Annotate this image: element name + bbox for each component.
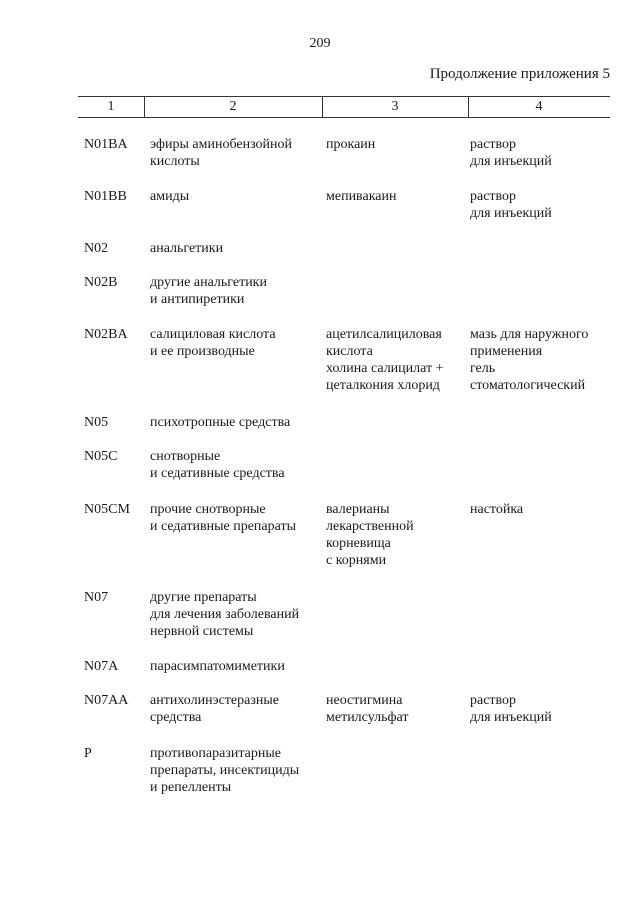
drug-name-line: корневища [326, 536, 391, 551]
atc-code: N05 [84, 415, 109, 430]
dosage-form [470, 326, 630, 394]
anatomical-group [150, 745, 322, 796]
anatomical-group-line: салициловая кислота [150, 327, 276, 342]
atc-code: N01BA [84, 137, 128, 152]
header-col-1: 1 [107, 99, 115, 114]
anatomical-group [150, 188, 322, 205]
anatomical-group-line: нервной системы [150, 624, 254, 639]
drug-name-line: с корнями [326, 553, 387, 568]
anatomical-group [150, 240, 322, 257]
anatomical-group-line: парасимпатомиметики [150, 659, 285, 674]
atc-code: N05C [84, 449, 118, 464]
dosage-form [470, 501, 630, 518]
dosage-form [470, 692, 630, 726]
anatomical-group-line: психотропные средства [150, 415, 291, 430]
dosage-form-line: настойка [470, 502, 524, 517]
anatomical-group-line: и ее производные [150, 344, 255, 359]
drug-name-line: мепивакаин [326, 189, 397, 204]
anatomical-group-line: прочие снотворные [150, 502, 266, 517]
drug-name [326, 326, 466, 394]
anatomical-group-line: кислоты [150, 154, 200, 169]
atc-code: N02 [84, 241, 109, 256]
drug-name-line: прокаин [326, 137, 376, 152]
anatomical-group-line: противопаразитарные [150, 746, 281, 761]
drug-name [326, 692, 466, 726]
anatomical-group-line: анальгетики [150, 241, 224, 256]
anatomical-group [150, 414, 322, 431]
atc-code: N07AA [84, 693, 129, 708]
dosage-form-line: раствор [470, 693, 517, 708]
continuation-title: Продолжение приложения 5 [429, 66, 610, 82]
anatomical-group [150, 692, 322, 726]
dosage-form-line: для инъекций [470, 154, 552, 169]
anatomical-group-line: амиды [150, 189, 190, 204]
atc-code: N02B [84, 275, 118, 290]
dosage-form-line: применения [470, 344, 543, 359]
anatomical-group-line: эфиры аминобензойной [150, 137, 293, 152]
anatomical-group [150, 326, 322, 360]
drug-name-line: кислота [326, 344, 373, 359]
dosage-form [470, 136, 630, 170]
drug-name-line: валерианы [326, 502, 390, 517]
anatomical-group-line: для лечения заболеваний [150, 607, 300, 622]
atc-code: N02BA [84, 327, 128, 342]
atc-code: N07 [84, 590, 109, 605]
header-col-2: 2 [229, 99, 237, 114]
atc-code: N01BB [84, 189, 127, 204]
anatomical-group-line: другие препараты [150, 590, 257, 605]
table-header [78, 96, 610, 118]
anatomical-group [150, 136, 322, 170]
anatomical-group-line: препараты, инсектициды [150, 763, 300, 778]
anatomical-group [150, 589, 322, 640]
drug-name [326, 188, 466, 205]
header-col-4: 4 [535, 99, 543, 114]
dosage-form-line: мазь для наружного [470, 327, 589, 342]
anatomical-group-line: и седативные препараты [150, 519, 297, 534]
anatomical-group-line: и седативные средства [150, 466, 285, 481]
atc-code: P [84, 746, 92, 761]
atc-code: N07A [84, 659, 119, 674]
header-col-3: 3 [391, 99, 399, 114]
dosage-form-line: раствор [470, 137, 517, 152]
dosage-form-line: стоматологический [470, 378, 586, 393]
drug-name [326, 501, 466, 569]
anatomical-group [150, 658, 322, 675]
dosage-form-line: раствор [470, 189, 517, 204]
anatomical-group-line: и репелленты [150, 780, 232, 795]
anatomical-group [150, 501, 322, 535]
dosage-form [470, 188, 630, 222]
atc-code: N05CM [84, 502, 130, 517]
dosage-form-line: для инъекций [470, 206, 552, 221]
page-number: 209 [309, 36, 331, 51]
drug-name-line: холина салицилат + [326, 361, 444, 376]
drug-name-line: лекарственной [326, 519, 414, 534]
drug-name [326, 136, 466, 153]
dosage-form-line: для инъекций [470, 710, 552, 725]
anatomical-group-line: и антипиретики [150, 292, 245, 307]
anatomical-group [150, 448, 322, 482]
anatomical-group-line: другие анальгетики [150, 275, 267, 290]
drug-name-line: ацетилсалициловая [326, 327, 442, 342]
anatomical-group-line: снотворные [150, 449, 221, 464]
drug-name-line: цеталкония хлорид [326, 378, 440, 393]
drug-name-line: неостигмина [326, 693, 403, 708]
drug-name-line: метилсульфат [326, 710, 409, 725]
anatomical-group-line: антихолинэстеразные [150, 693, 279, 708]
dosage-form-line: гель [470, 361, 496, 376]
anatomical-group-line: средства [150, 710, 202, 725]
anatomical-group [150, 274, 322, 308]
